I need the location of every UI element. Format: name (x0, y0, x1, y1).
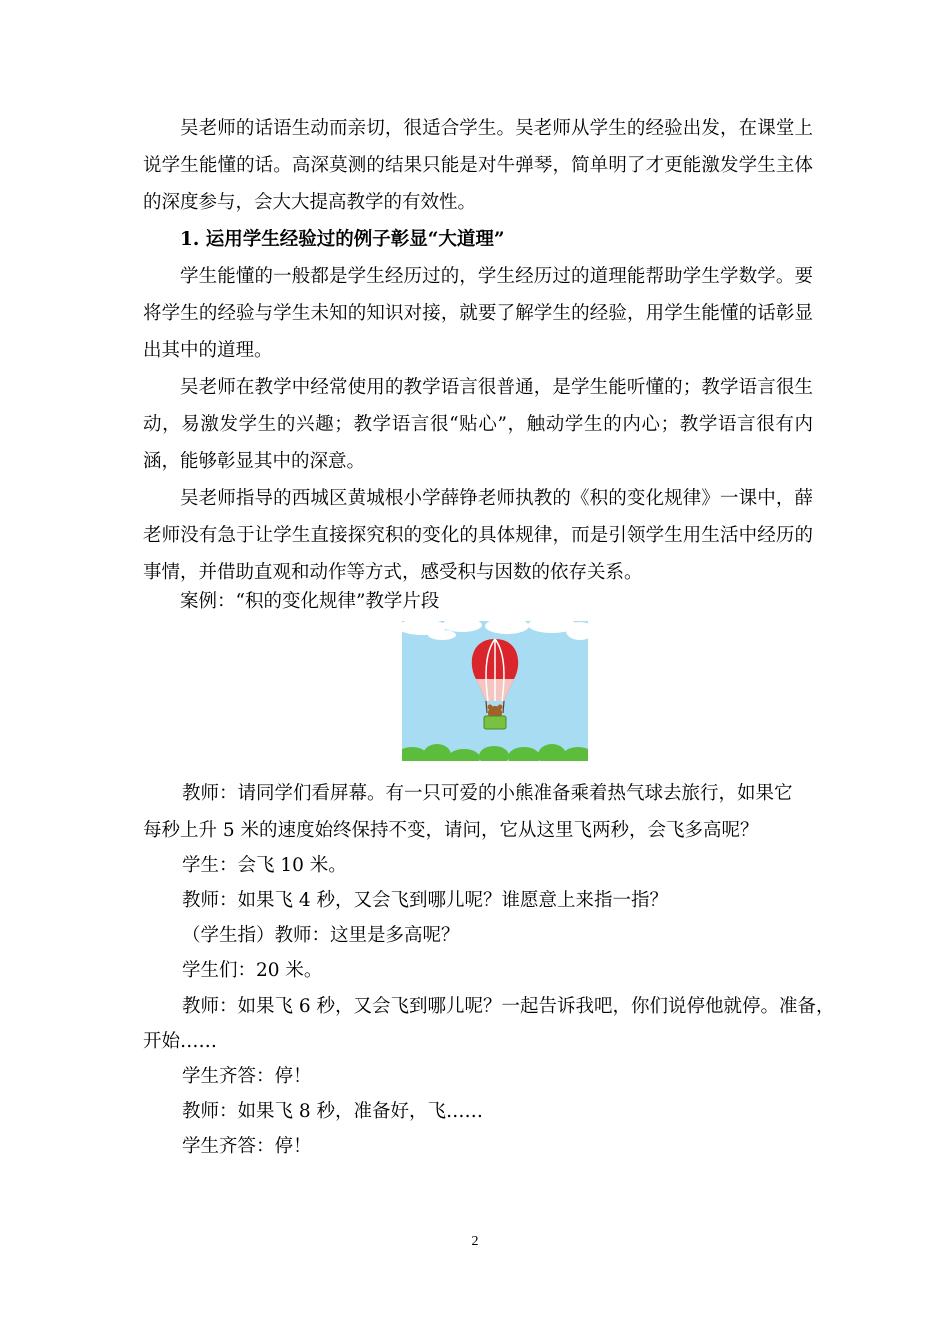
dialogue-teacher-3: （学生指）教师：这里是多高呢？ (182, 925, 460, 946)
page-number: 2 (471, 1234, 479, 1249)
hot-air-balloon-icon (402, 621, 588, 761)
balloon-illustration (402, 621, 588, 761)
dialogue-teacher-1-cont: 每秒上升 5 米的速度始终保持不变，请问，它从这里飞两秒，会飞多高呢？ (143, 820, 759, 841)
dialogue-teacher-1: 教师：请同学们看屏幕。有一只可爱的小熊准备乘着热气球去旅行，如果它 (182, 783, 793, 804)
dialogue-teacher-4: 教师：如果飞 6 秒，又会飞到哪儿呢？一起告诉我吧，你们说停他就停。准备， (182, 996, 835, 1017)
dialogue-students-1: 学生们：20 米。 (182, 960, 323, 981)
dialogue-teacher-2: 教师：如果飞 4 秒，又会飞到哪儿呢？谁愿意上来指一指？ (182, 890, 669, 911)
dialogue-student-1: 学生：会飞 10 米。 (182, 855, 347, 876)
dialogue-teacher-4-cont: 开始…… (143, 1031, 218, 1052)
paragraph-lesson: 吴老师指导的西城区黄城根小学薛铮老师执教的《积的变化规律》一课中，薛老师没有急于让学生直接探究积的变化的具体规律，而是引领学生用生活中经历的事情，并借助直观和动作等方式，感受积与因数的依存关系。 (143, 488, 813, 583)
dialogue-teacher-5: 教师：如果飞 8 秒，准备好，飞…… (182, 1101, 484, 1122)
dialogue-students-2: 学生齐答：停！ (182, 1066, 312, 1087)
paragraph-intro: 吴老师的话语生动而亲切，很适合学生。吴老师从学生的经验出发，在课堂上说学生能懂的话。高深莫测的结果只能是对牛弹琴，简单明了才更能激发学生主体的深度参与，会大大提高教学的有效性。 (143, 118, 813, 213)
section-heading: 1. 运用学生经验过的例子彰显“大道理” (180, 229, 505, 250)
dialogue-students-3: 学生齐答：停！ (182, 1136, 312, 1157)
paragraph-language: 吴老师在教学中经常使用的教学语言很普通，是学生能听懂的；教学语言很生动，易激发学生的兴趣；教学语言很“贴心”，触动学生的内心；教学语言很有内涵，能够彰显其中的深意。 (143, 377, 813, 472)
case-title: 案例：“积的变化规律”教学片段 (180, 591, 440, 612)
paragraph-experience: 学生能懂的一般都是学生经历过的，学生经历过的道理能帮助学生学数学。要将学生的经验与学生未知的知识对接，就要了解学生的经验，用学生能懂的话彰显出其中的道理。 (143, 266, 813, 361)
